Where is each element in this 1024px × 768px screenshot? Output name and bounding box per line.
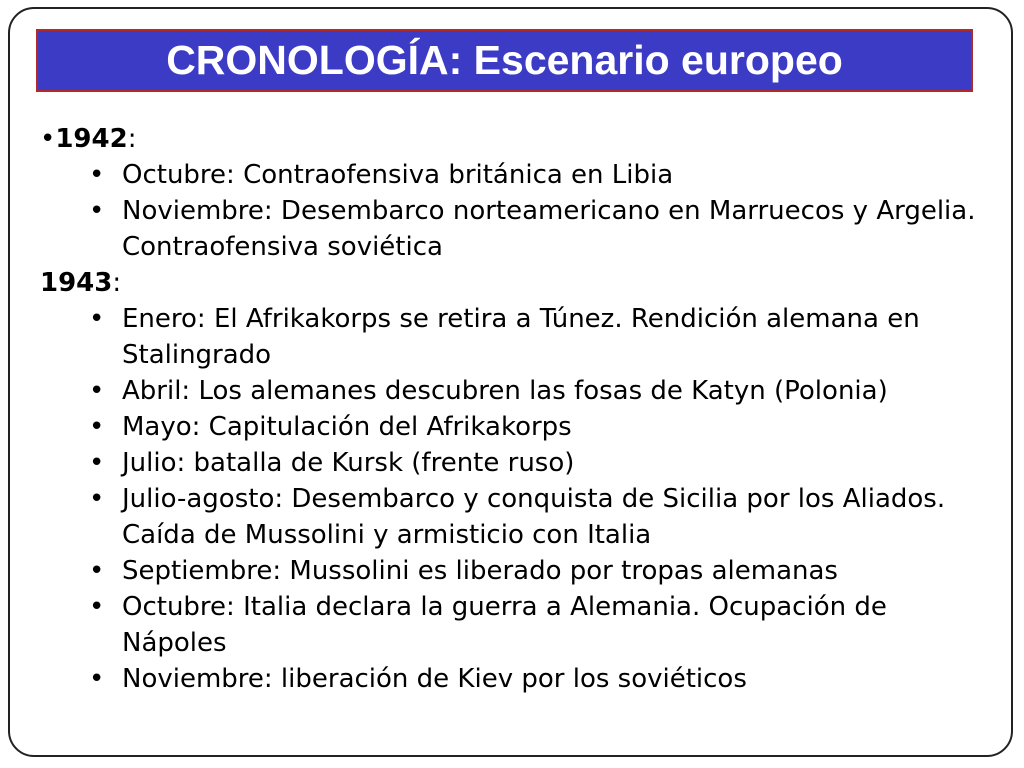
event-item (89, 481, 995, 553)
event-item (89, 157, 995, 193)
event-item (89, 589, 995, 661)
year-bullet: • (40, 124, 56, 154)
bullet-icon: • (89, 376, 105, 406)
event-item (89, 445, 995, 481)
event-text: Noviembre: Desembarco norteamericano en Marruecos y Argelia. Contraofensiva soviética (122, 196, 976, 262)
event-text: Julio: batalla de Kursk (frente ruso) (122, 448, 575, 478)
event-text: Julio-agosto: Desembarco y conquista de Sicilia por los Aliados. Caída de Mussolini y armisticio con Italia (122, 484, 946, 550)
event-text: Abril: Los alemanes descubren las fosas de Katyn (Polonia) (122, 376, 888, 406)
year-heading-1943 (40, 265, 995, 301)
event-item (89, 553, 995, 589)
event-item (89, 193, 995, 265)
bullet-icon: • (89, 304, 105, 334)
slide-title: CRONOLOGÍA: Escenario europeo (166, 37, 843, 83)
title-banner (36, 29, 973, 92)
event-text: Octubre: Contraofensiva británica en Libia (122, 160, 674, 190)
bullet-icon: • (89, 160, 105, 190)
bullet-icon: • (89, 412, 105, 442)
bullet-icon: • (89, 484, 105, 514)
timeline-content (40, 121, 995, 697)
event-item (89, 409, 995, 445)
year-colon: : (127, 124, 137, 154)
event-text: Octubre: Italia declara la guerra a Alemania. Ocupación de Nápoles (122, 592, 887, 658)
bullet-icon: • (89, 592, 105, 622)
bullet-icon: • (89, 664, 105, 694)
bullet-icon: • (89, 448, 105, 478)
events-list-1943 (40, 301, 995, 697)
events-list-1942 (40, 157, 995, 265)
event-item (89, 373, 995, 409)
year-heading-1942 (40, 121, 995, 157)
bullet-icon: • (89, 196, 105, 226)
bullet-icon: • (89, 556, 105, 586)
year-colon: : (112, 268, 122, 298)
year-label: 1943 (40, 268, 113, 298)
event-text: Mayo: Capitulación del Afrikakorps (122, 412, 572, 442)
year-label: 1942 (55, 124, 128, 154)
event-text: Septiembre: Mussolini es liberado por tropas alemanas (122, 556, 838, 586)
event-item (89, 301, 995, 373)
event-text: Noviembre: liberación de Kiev por los soviéticos (122, 664, 747, 694)
event-item (89, 661, 995, 697)
event-text: Enero: El Afrikakorps se retira a Túnez. Rendición alemana en Stalingrado (122, 304, 920, 370)
